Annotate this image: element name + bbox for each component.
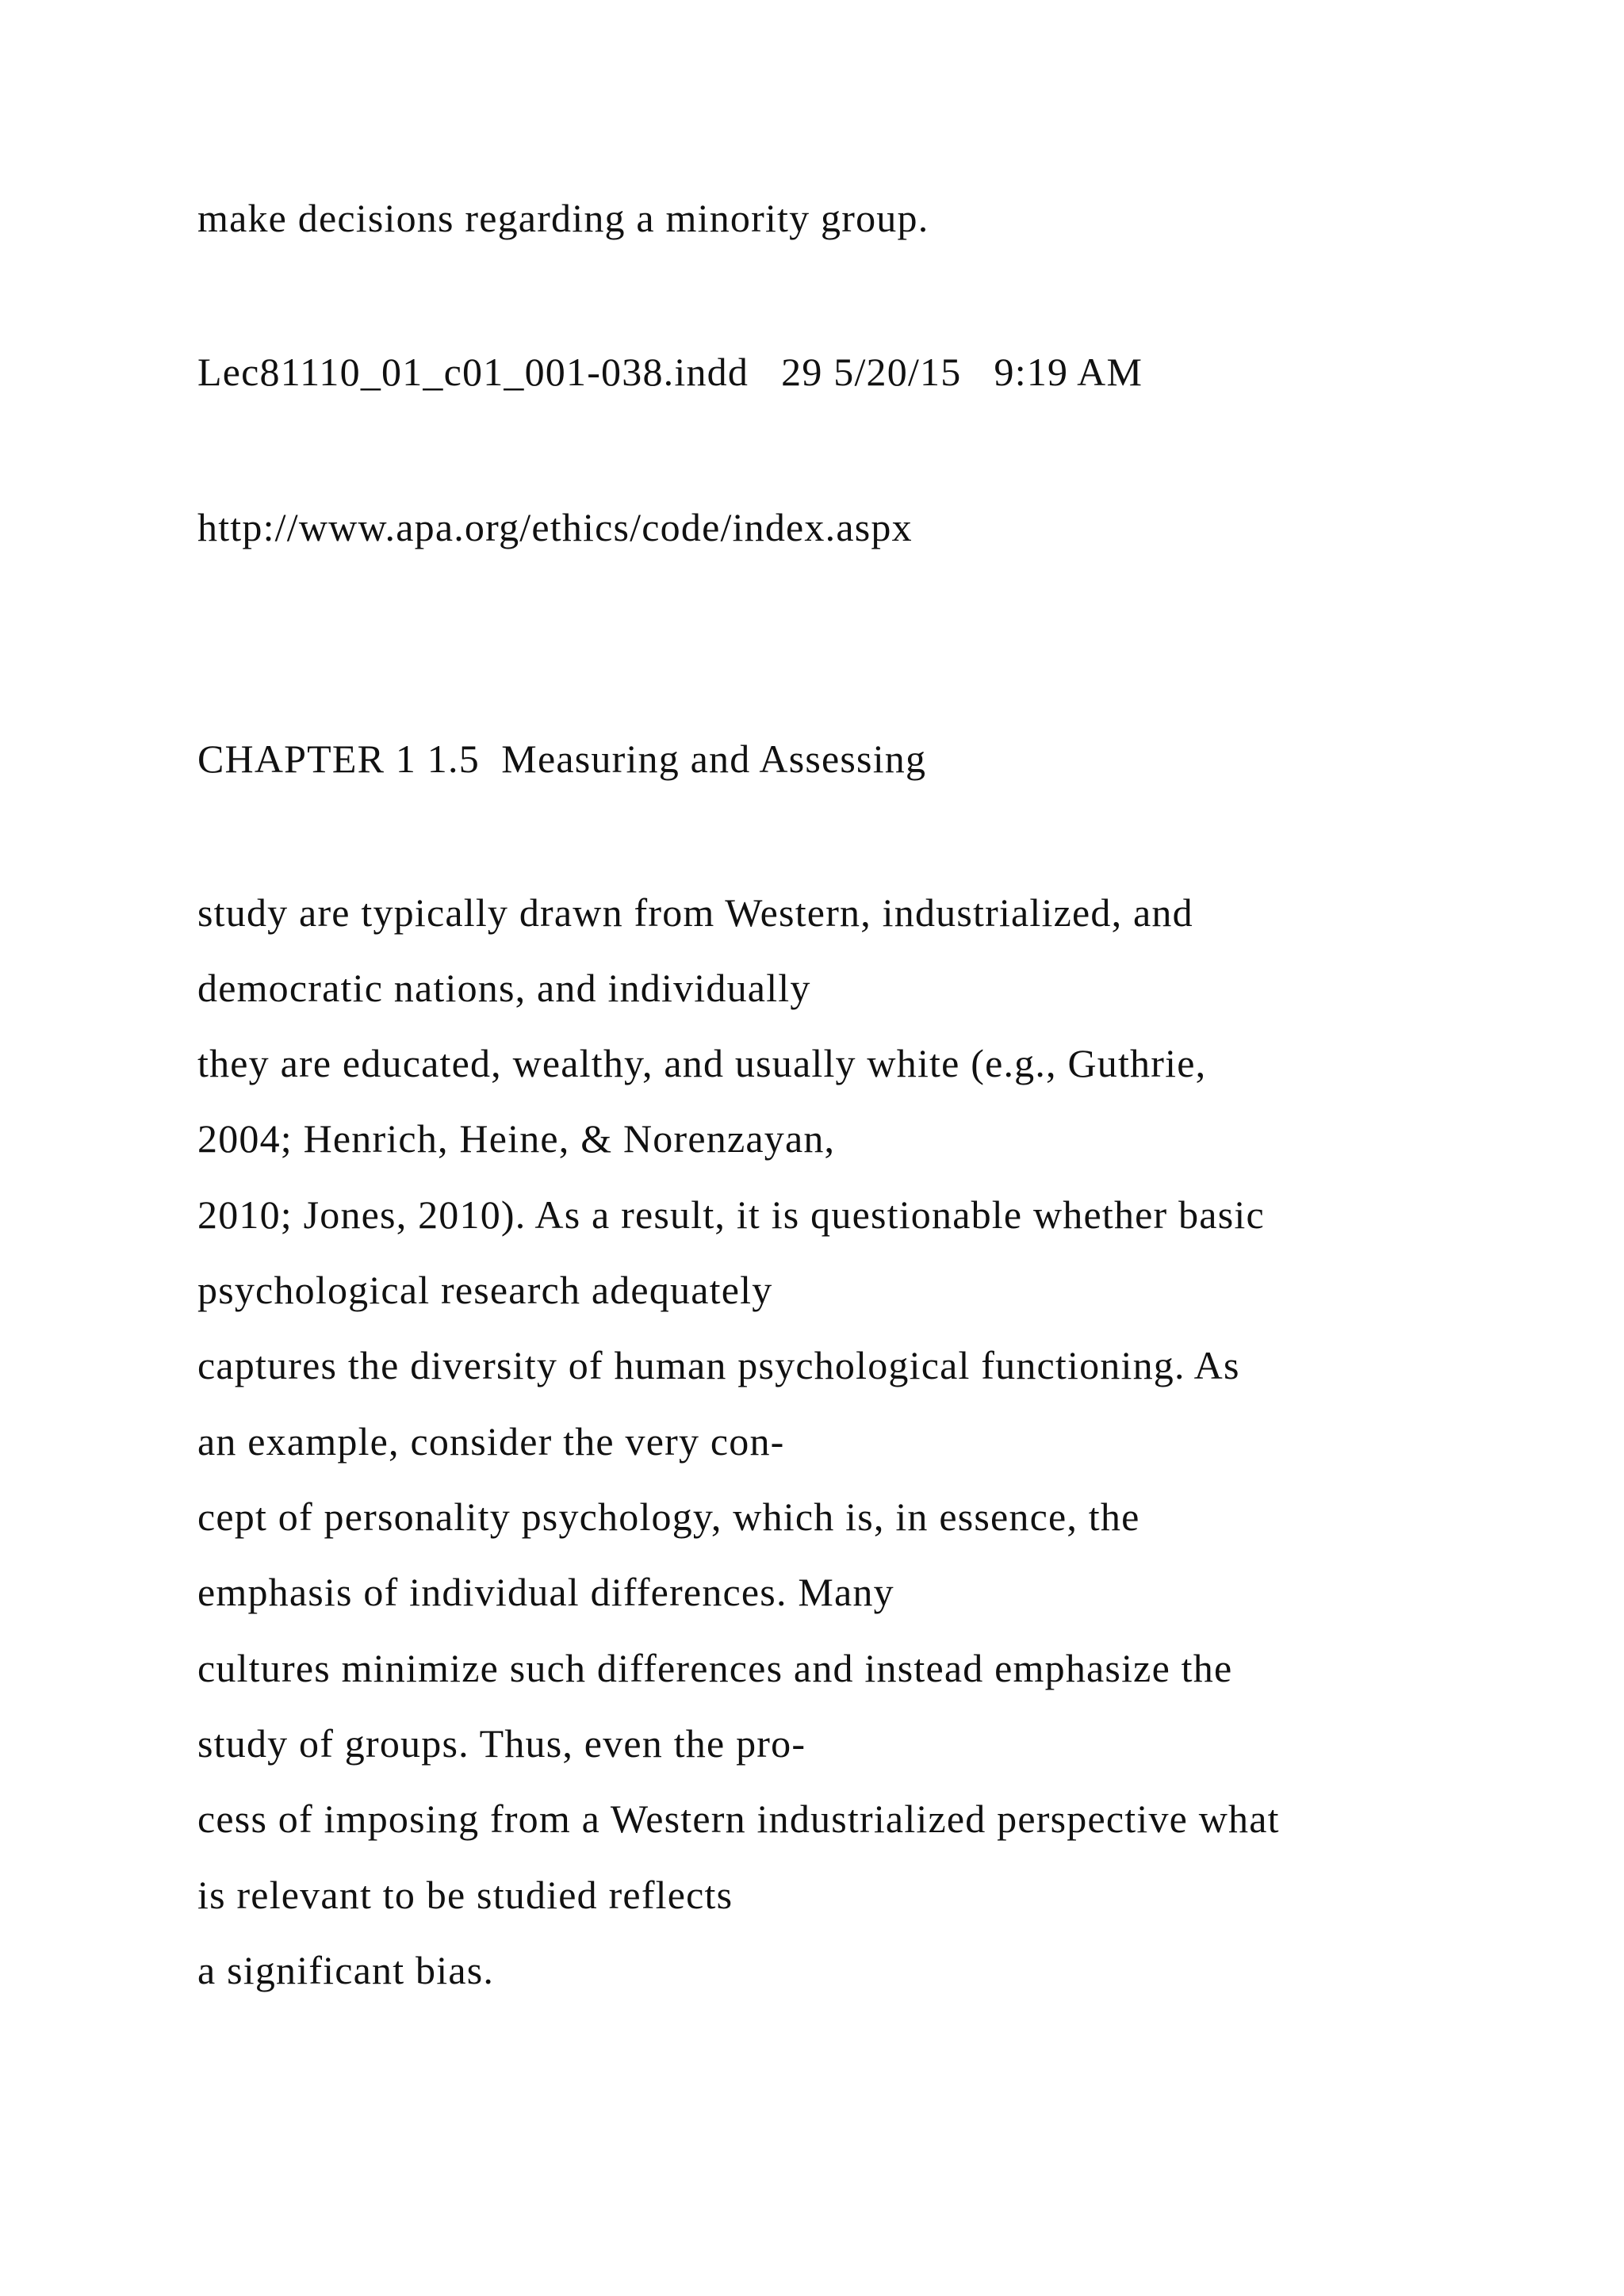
url-line: http://www.apa.org/ethics/code/index.aspx: [197, 505, 913, 549]
text-line: 2004; Henrich, Heine, & Norenzayan,: [197, 1116, 836, 1161]
text-line: cess of imposing from a Western industrialized perspective what: [197, 1797, 1280, 1841]
text-line: psychological research adequately: [197, 1268, 773, 1312]
text-line: emphasis of individual differences. Many: [197, 1570, 894, 1614]
chapter-heading: CHAPTER 1 1.5 Measuring and Assessing: [197, 737, 927, 781]
file-info-line: Lec81110_01_c01_001-038.indd 29 5/20/15 9:19 AM: [197, 350, 1143, 394]
text-line: make decisions regarding a minority group.: [197, 196, 929, 240]
text-line: a significant bias.: [197, 1948, 495, 1992]
text-line: an example, consider the very con-: [197, 1419, 785, 1464]
text-line: captures the diversity of human psychological functioning. As: [197, 1343, 1240, 1387]
text-line: 2010; Jones, 2010). As a result, it is questionable whether basic: [197, 1192, 1265, 1237]
text-line: is relevant to be studied reflects: [197, 1873, 733, 1917]
text-line: they are educated, wealthy, and usually white (e.g., Guthrie,: [197, 1041, 1207, 1085]
text-line: study of groups. Thus, even the pro-: [197, 1721, 806, 1766]
text-line: cept of personality psychology, which is, in essence, the: [197, 1494, 1140, 1539]
text-line: cultures minimize such differences and instead emphasize the: [197, 1646, 1233, 1690]
text-line: democratic nations, and individually: [197, 966, 811, 1010]
text-line: study are typically drawn from Western, industrialized, and: [197, 890, 1193, 935]
